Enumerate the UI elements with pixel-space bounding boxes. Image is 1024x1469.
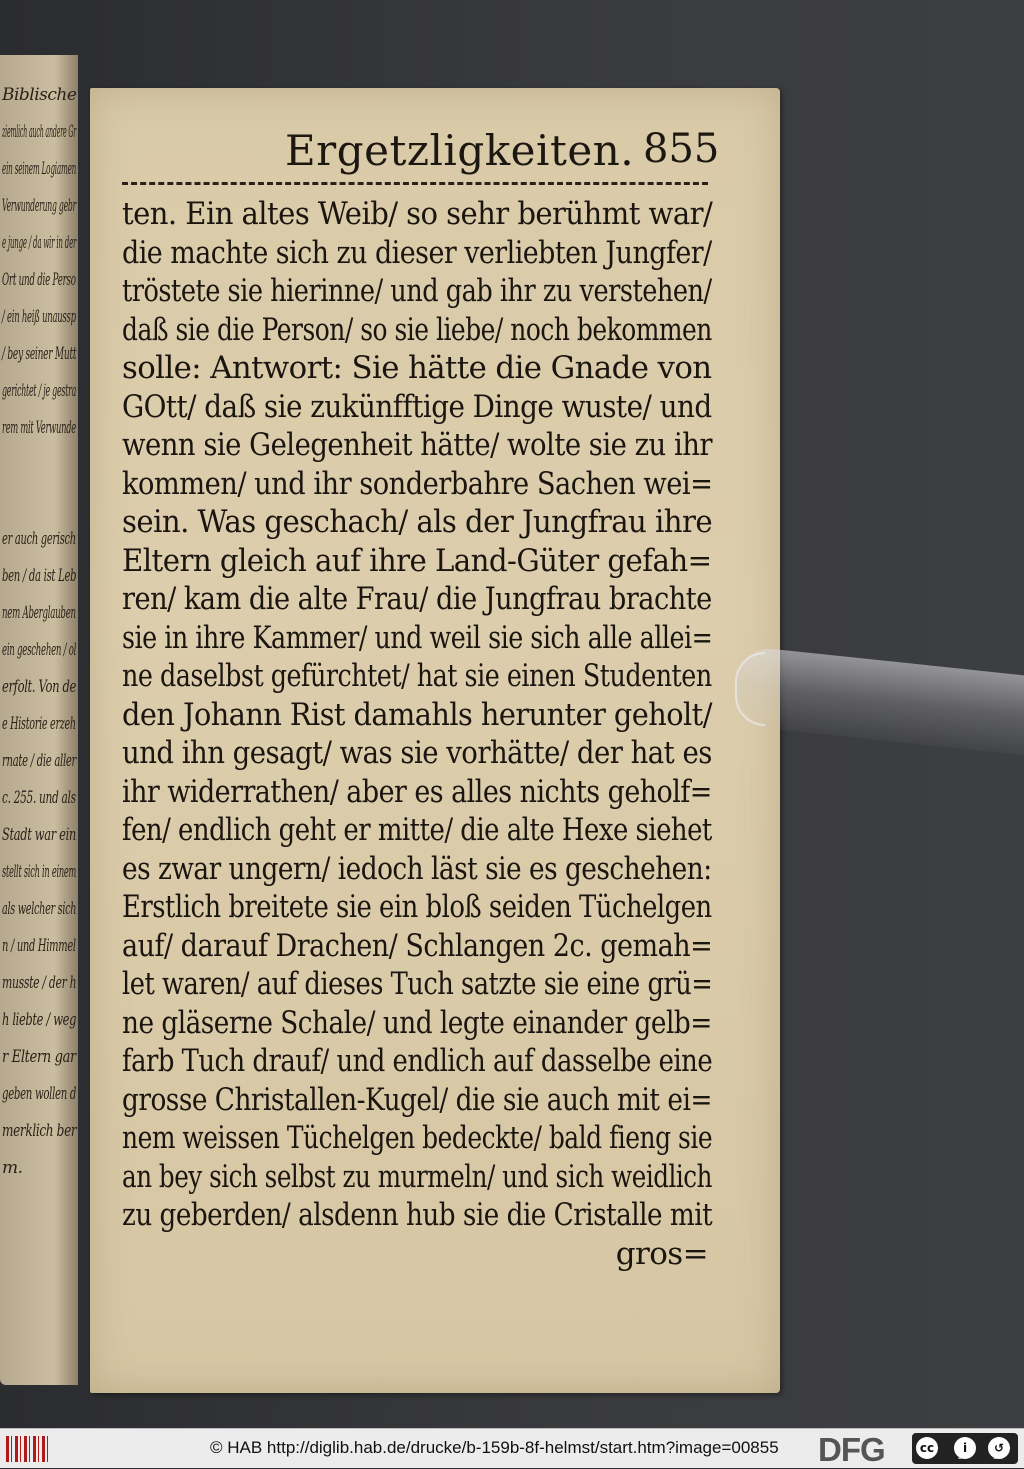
by-icon: i <box>954 1437 976 1459</box>
page-number: 855 <box>643 126 720 172</box>
book-page <box>90 88 780 1393</box>
text-line: solle: Antwort: Sie hätte die Gnade von <box>122 350 712 386</box>
facing-text-line: merklich ber <box>2 1121 77 1141</box>
facing-text-line: e Historie erzeh <box>2 714 76 734</box>
facing-text-line: rem mit Verwunde <box>2 418 76 438</box>
text-line: den Johann Rist damahls herunter geholt/ <box>122 696 712 733</box>
text-line: ihr widerrathen/ aber es alles nichts geholf= <box>122 773 712 810</box>
footer-bar <box>0 1428 1024 1468</box>
head-rule <box>122 182 708 185</box>
text-line: und ihn gesagt/ was sie vorhätte/ der hat es <box>122 735 712 771</box>
hab-logo-icon <box>6 1436 48 1462</box>
facing-text-line: als welcher sich <box>2 899 77 919</box>
facing-text-line: musste / der h <box>2 973 77 993</box>
copyright-link[interactable]: © HAB http://diglib.hab.de/drucke/b-159b-8f-helmst/start.htm?image=00855 <box>210 1438 779 1457</box>
cc-license-badge[interactable] <box>912 1433 1018 1464</box>
facing-text-line: e junge / da wir in der <box>2 233 77 253</box>
text-line: sein. Was geschach/ als der Jungfrau ihre <box>122 504 713 540</box>
facing-text-line: geben wollen d <box>2 1084 77 1104</box>
text-line: fen/ endlich geht er mitte/ die alte Hexe siehet <box>122 812 712 848</box>
facing-text-line: n / und Himmel <box>2 936 76 956</box>
facing-text-line: Verwunderung gebr <box>2 196 77 216</box>
facing-page-fragment <box>0 55 78 1385</box>
facing-text-line: / bey seiner Mutt <box>2 344 77 364</box>
facing-text-line: ein geschehen / ol <box>2 640 77 660</box>
text-line: tröstete sie hierinne/ und gab ihr zu verstehen/ <box>122 273 712 309</box>
cc-icon: cc <box>916 1437 938 1459</box>
facing-text-line: Stadt war ein <box>2 825 76 845</box>
text-line: farb Tuch drauf/ und endlich auf dasselbe eine <box>122 1043 713 1079</box>
sa-icon: ↺ <box>988 1437 1010 1459</box>
facing-text-line: / ein heiß unaussp <box>2 307 76 327</box>
text-line: grosse Christallen-Kugel/ die sie auch mit ei= <box>122 1081 712 1118</box>
facing-text-line: h liebte / weg <box>2 1010 77 1030</box>
facing-text-line: Biblische <box>2 85 77 105</box>
text-line: sie in ihre Kammer/ und weil sie sich alle allei= <box>122 619 713 656</box>
text-line: wenn sie Gelegenheit hätte/ wolte sie zu ihr <box>122 427 713 463</box>
text-line: ren/ kam die alte Frau/ die Jungfrau brachte <box>122 581 712 617</box>
facing-text-line: c. 255. und als <box>2 788 76 808</box>
text-line: nem weissen Tüchelgen bedeckte/ bald fieng sie <box>122 1120 713 1156</box>
facing-text-line: ziemlich auch andere Gr <box>2 122 77 142</box>
facing-text-line: ein seinem Logiamen <box>2 159 77 179</box>
facing-text-line: er auch gerisch <box>2 529 76 549</box>
text-line: die machte sich zu dieser verliebten Jungfer/ <box>122 234 712 271</box>
text-line: zu geberden/ alsdenn hub sie die Cristalle mit <box>122 1197 713 1233</box>
facing-text-line: nem Aberglauben <box>2 603 76 623</box>
sa-label: SA <box>993 1453 1003 1461</box>
text-line: let waren/ auf dieses Tuch satzte sie eine grü= <box>122 966 713 1002</box>
text-line: es zwar ungern/ iedoch läst sie es geschehen: <box>122 850 712 887</box>
running-head <box>90 126 780 176</box>
text-line: Erstlich breitete sie ein bloß seiden Tüchelgen <box>122 889 712 925</box>
facing-text-line: r Eltern gar <box>2 1047 76 1067</box>
facing-text-line: rnate / die aller <box>2 751 77 771</box>
text-line: kommen/ und ihr sonderbahre Sachen wei= <box>122 465 713 502</box>
text-line: GOtt/ daß sie zukünfftige Dinge wuste/ und <box>122 388 712 425</box>
text-line: ne gläserne Schale/ und legte einander gelb= <box>122 1004 712 1041</box>
facing-text-line: Ort und die Perso <box>2 270 76 290</box>
dfg-logo: DFG <box>818 1431 885 1468</box>
running-title: Ergetzligkeiten. <box>285 126 635 175</box>
catchword: gros= <box>615 1235 708 1272</box>
facing-text-line: gerichtet / je gestra <box>2 381 77 401</box>
text-line: ne daselbst gefürchtet/ hat sie einen Studenten <box>122 658 712 694</box>
text-line: Eltern gleich auf ihre Land-Güter gefah= <box>122 542 712 579</box>
facing-text-line: stellt sich in einem <box>2 862 77 882</box>
body-text <box>122 195 712 1273</box>
facing-text-line: m. <box>2 1158 23 1178</box>
text-line: an bey sich selbst zu murmeln/ und sich weidlich <box>122 1158 712 1195</box>
by-label: BY <box>958 1453 967 1461</box>
text-line: ten. Ein altes Weib/ so sehr berühmt war/ <box>122 196 713 232</box>
facing-text-line: ben / da ist Leb <box>2 566 77 586</box>
facing-text-line: erfolt. Von de <box>2 677 77 697</box>
text-line: auf/ darauf Drachen/ Schlangen 2c. gemah= <box>122 927 713 964</box>
text-line: daß sie die Person/ so sie liebe/ noch bekommen <box>122 311 712 348</box>
